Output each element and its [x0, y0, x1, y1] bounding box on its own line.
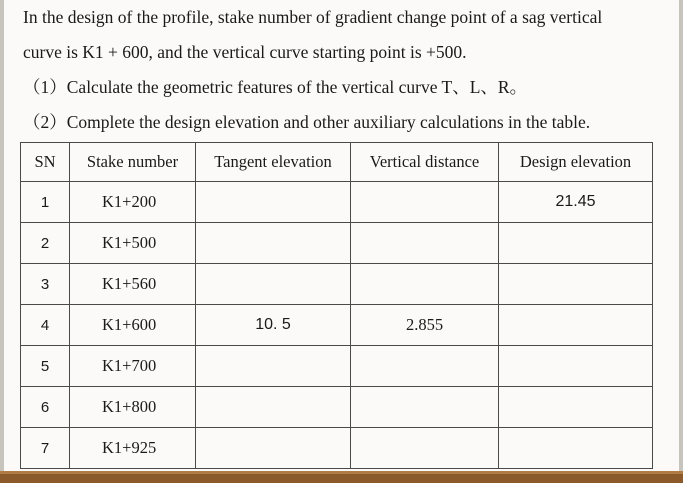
table-row [21, 305, 653, 346]
cell-tangent-elevation [196, 428, 351, 469]
cell-sn: 4 [21, 305, 70, 346]
header-sn: SN [21, 143, 70, 182]
cell-vertical-distance [351, 428, 499, 469]
header-stake-number: Stake number [70, 143, 196, 182]
cell-sn: 5 [21, 346, 70, 387]
question-1: （1）Calculate the geometric features of the vertical curve T、L、R。 [23, 77, 528, 97]
table-row [21, 428, 653, 469]
cell-vertical-distance [351, 182, 499, 223]
table-header-row [21, 143, 653, 182]
cell-design-elevation [499, 305, 653, 346]
cell-vertical-distance [351, 346, 499, 387]
cell-design-elevation [499, 428, 653, 469]
cell-sn: 3 [21, 264, 70, 305]
cell-sn: 2 [21, 223, 70, 264]
cell-tangent-elevation [196, 264, 351, 305]
header-vertical-distance: Vertical distance [351, 143, 499, 182]
cell-design-elevation [499, 346, 653, 387]
cell-vertical-distance [351, 264, 499, 305]
cell-stake-number: K1+500 [70, 223, 196, 264]
cell-stake-number: K1+700 [70, 346, 196, 387]
cell-tangent-elevation [196, 182, 351, 223]
cell-stake-number: K1+600 [70, 305, 196, 346]
cell-design-elevation [499, 223, 653, 264]
cell-stake-number: K1+560 [70, 264, 196, 305]
table-row [21, 223, 653, 264]
header-tangent-elevation: Tangent elevation [196, 143, 351, 182]
header-design-elevation: Design elevation [499, 143, 653, 182]
cell-design-elevation [499, 387, 653, 428]
cell-design-elevation: 21.45 [499, 182, 653, 223]
cell-stake-number: K1+200 [70, 182, 196, 223]
cell-sn: 6 [21, 387, 70, 428]
table-row [21, 182, 653, 223]
cell-tangent-elevation [196, 346, 351, 387]
cell-stake-number: K1+925 [70, 428, 196, 469]
question-2: （2）Complete the design elevation and other auxiliary calculations in the table. [23, 112, 591, 132]
left-frame-border [0, 0, 4, 483]
cell-tangent-elevation: 10. 5 [196, 305, 351, 346]
table-row [21, 264, 653, 305]
cell-vertical-distance: 2.855 [351, 305, 499, 346]
cell-tangent-elevation [196, 387, 351, 428]
cell-sn: 1 [21, 182, 70, 223]
cell-stake-number: K1+800 [70, 387, 196, 428]
table-row [21, 387, 653, 428]
cell-vertical-distance [351, 223, 499, 264]
problem-statement-line-2: curve is K1 + 600, and the vertical curve starting point is +500. [23, 42, 467, 62]
elevation-calculation-table [20, 142, 653, 469]
right-frame-border [679, 0, 683, 483]
problem-statement-line-1: In the design of the profile, stake number of gradient change point of a sag vertical [23, 7, 603, 27]
cell-tangent-elevation [196, 223, 351, 264]
cell-sn: 7 [21, 428, 70, 469]
cell-design-elevation [499, 264, 653, 305]
table-row [21, 346, 653, 387]
cell-vertical-distance [351, 387, 499, 428]
bottom-frame-bar [0, 471, 683, 483]
